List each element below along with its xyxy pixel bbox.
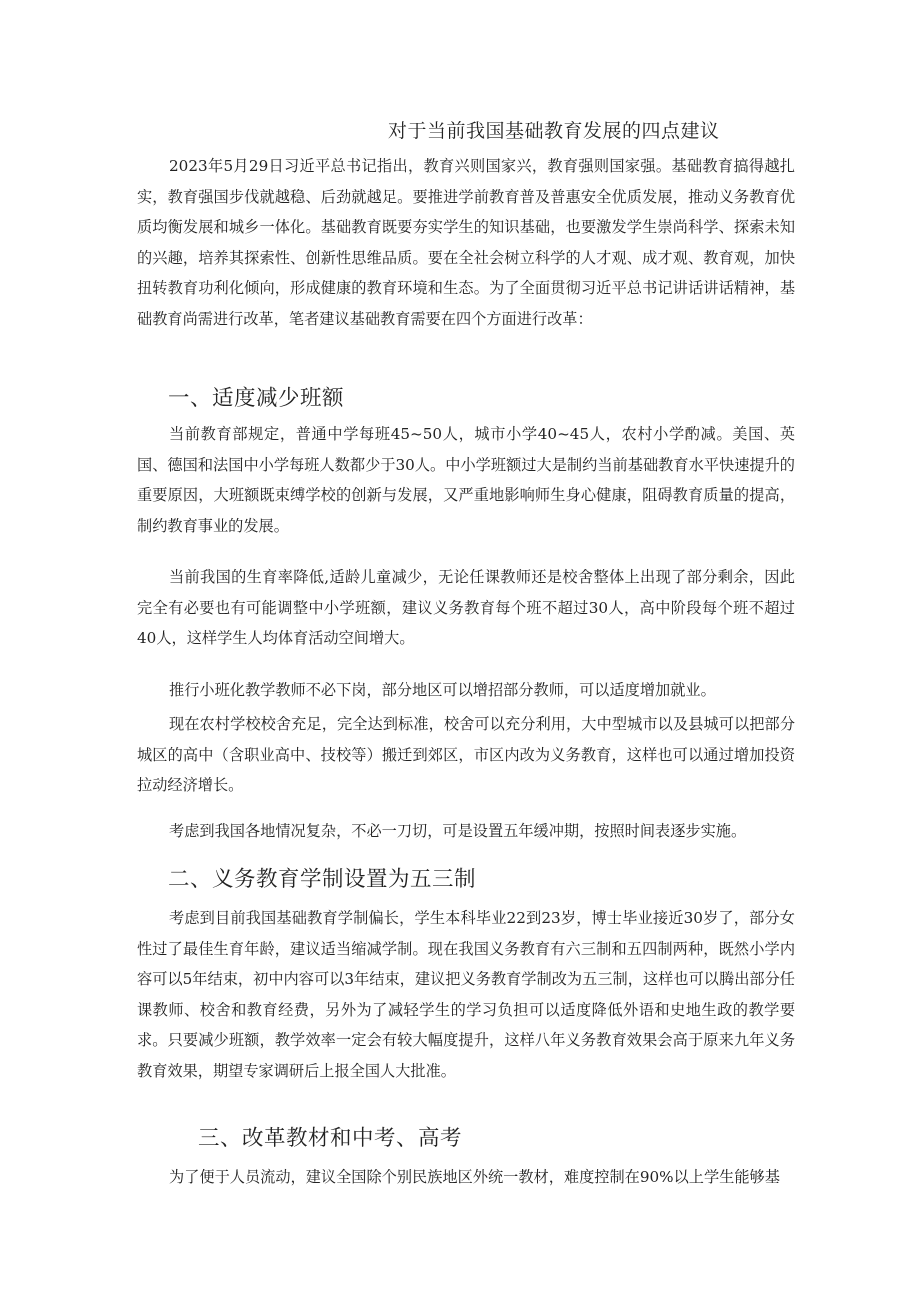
section-1-paragraph-4: 现在农村学校校舍充足，完全达到标准，校舍可以充分利用，大中型城市以及县城可以把部分城区的高中（含职业高中、技校等）搬迁到郊区，市区内改为义务教育，这样也可以通过增加投资拉动经济增长。 (137, 715, 795, 795)
section-heading-3: 三、改革教材和中考、高考 (198, 1126, 463, 1151)
section-heading-2: 二、义务教育学制设置为五三制 (168, 867, 477, 892)
section-2-paragraph-1: 考虑到目前我国基础教育学制偏长，学生本科毕业22到23岁，博士毕业接近30岁了，部分女性过了最佳生育年龄，建议适当缩减学制。现在我国义务教育有六三制和五四制两种，既然小学内容可以5年结束，初中内容可以3年结束，建议把义务教育学制改为五三制，这样也可以腾出部分任课教师、校舍和教育经费，另外为了减轻学生的学习负担可以适度降低外语和史地生政的教学要求。只要减少班额，教学效率一定会有较大幅度提升，这样八年义务教育效果会高于原来九年义务教育效果，期望专家调研后上报全国人大批准。 (137, 909, 795, 1080)
section-1-paragraph-3: 推行小班化教学教师不必下岗，部分地区可以增招部分教师，可以适度增加就业。 (169, 681, 716, 699)
section-3-paragraph-1: 为了便于人员流动，建议全国除个别民族地区外统一教材，难度控制在90%以上学生能够基 (169, 1168, 780, 1186)
intro-paragraph: 2023年5月29日习近平总书记指出，教育兴则国家兴，教育强则国家强。基础教育搞得越扎实，教育强国步伐就越稳、后劲就越足。要推进学前教育普及普惠安全优质发展，推动义务教育优质均衡发展和城乡一体化。基础教育既要夯实学生的知识基础，也要激发学生崇尚科学、探索未知的兴趣，培养其探索性、创新性思维品质。要在全社会树立科学的人才观、成才观、教育观，加快扭转教育功利化倾向，形成健康的教育环境和生态。为了全面贯彻习近平总书记讲话讲话精神，基础教育尚需进行改革，笔者建议基础教育需要在四个方面进行改革： (137, 157, 795, 328)
section-1-paragraph-5: 考虑到我国各地情况复杂，不必一刀切，可是设置五年缓冲期，按照时间表逐步实施。 (169, 822, 747, 840)
section-1-paragraph-1: 当前教育部规定，普通中学每班45~50人，城市小学40~45人，农村小学酌减。美国、英国、德国和法国中小学每班人数都少于30人。中小学班额过大是制约当前基础教育水平快速提升的重要原因，大班额既束缚学校的创新与发展，又严重地影响师生身心健康，阻碍教育质量的提高，制约教育事业的发展。 (137, 425, 795, 535)
section-heading-1: 一、适度减少班额 (168, 386, 345, 411)
document-title: 对于当前我国基础教育发展的四点建议 (388, 120, 720, 142)
section-1-paragraph-2: 当前我国的生育率降低,适龄儿童减少，无论任课教师还是校舍整体上出现了部分剩余，因此完全有必要也有可能调整中小学班额，建议义务教育每个班不超过30人，高中阶段每个班不超过40人，这样学生人均体育活动空间增大。 (137, 568, 795, 648)
